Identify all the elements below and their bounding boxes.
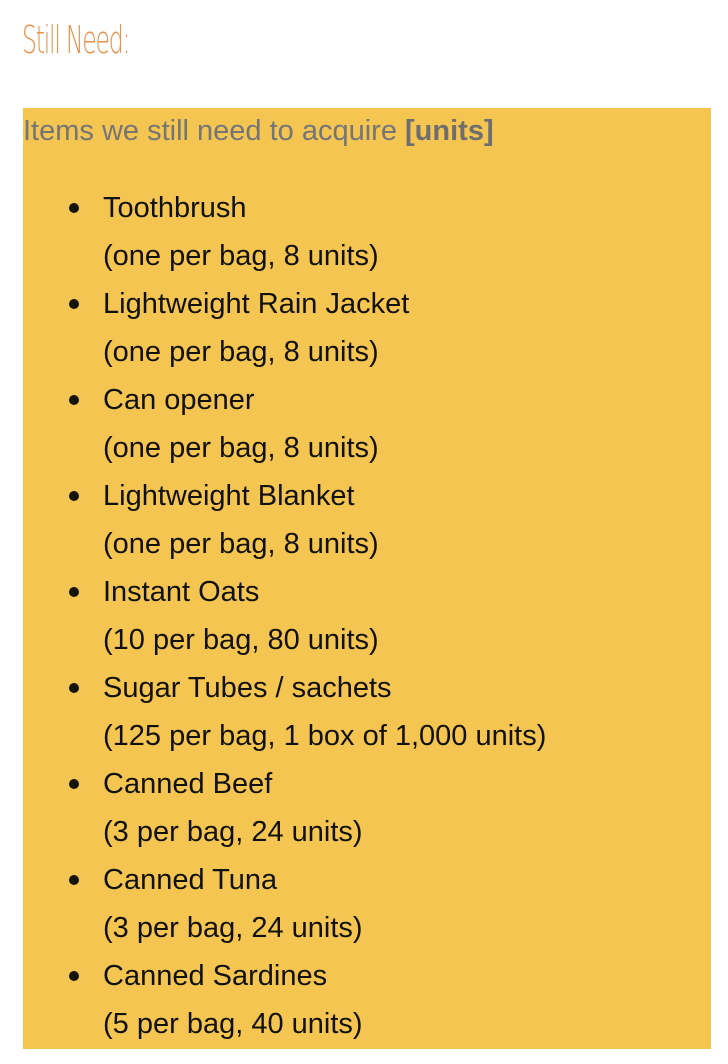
list-item	[23, 760, 711, 856]
item-quantity: (5 per bag, 40 units)	[103, 1008, 363, 1040]
item-name: Toothbrush	[103, 192, 247, 224]
item-quantity: (125 per bag, 1 box of 1,000 units)	[103, 720, 547, 752]
item-name: Lightweight Blanket	[103, 480, 355, 512]
page-title: Still Need:	[22, 18, 130, 62]
item-quantity: (one per bag, 8 units)	[103, 336, 379, 368]
item-name: Sugar Tubes / sachets	[103, 672, 392, 704]
list-item	[23, 664, 711, 760]
item-name: Canned Tuna	[103, 864, 278, 896]
bullet-icon	[69, 875, 79, 885]
list-item	[23, 184, 711, 280]
bullet-icon	[69, 971, 79, 981]
item-quantity: (10 per bag, 80 units)	[103, 624, 379, 656]
item-quantity: (3 per bag, 24 units)	[103, 912, 363, 944]
bullet-icon	[69, 299, 79, 309]
list-item	[23, 376, 711, 472]
item-name: Lightweight Rain Jacket	[103, 288, 410, 320]
bullet-icon	[69, 203, 79, 213]
list-item	[23, 952, 711, 1048]
intro-label: Items we still need to acquire	[23, 115, 406, 147]
list-item	[23, 856, 711, 952]
bullet-icon	[69, 395, 79, 405]
list-item	[23, 568, 711, 664]
item-quantity: (one per bag, 8 units)	[103, 240, 379, 272]
bullet-icon	[69, 779, 79, 789]
item-quantity: (one per bag, 8 units)	[103, 432, 379, 464]
bullet-icon	[69, 683, 79, 693]
list-item	[23, 472, 711, 568]
still-need-panel	[23, 108, 711, 1049]
item-name: Canned Beef	[103, 768, 273, 800]
item-name: Canned Sardines	[103, 960, 328, 992]
list-item	[23, 280, 711, 376]
item-name: Can opener	[103, 384, 255, 416]
item-name: Instant Oats	[103, 576, 260, 608]
item-quantity: (3 per bag, 24 units)	[103, 816, 363, 848]
intro-emphasis: [units]	[405, 115, 494, 147]
intro-text	[23, 108, 711, 154]
item-quantity: (one per bag, 8 units)	[103, 528, 379, 560]
bullet-icon	[69, 491, 79, 501]
bullet-icon	[69, 587, 79, 597]
needed-items-list	[23, 184, 711, 1048]
